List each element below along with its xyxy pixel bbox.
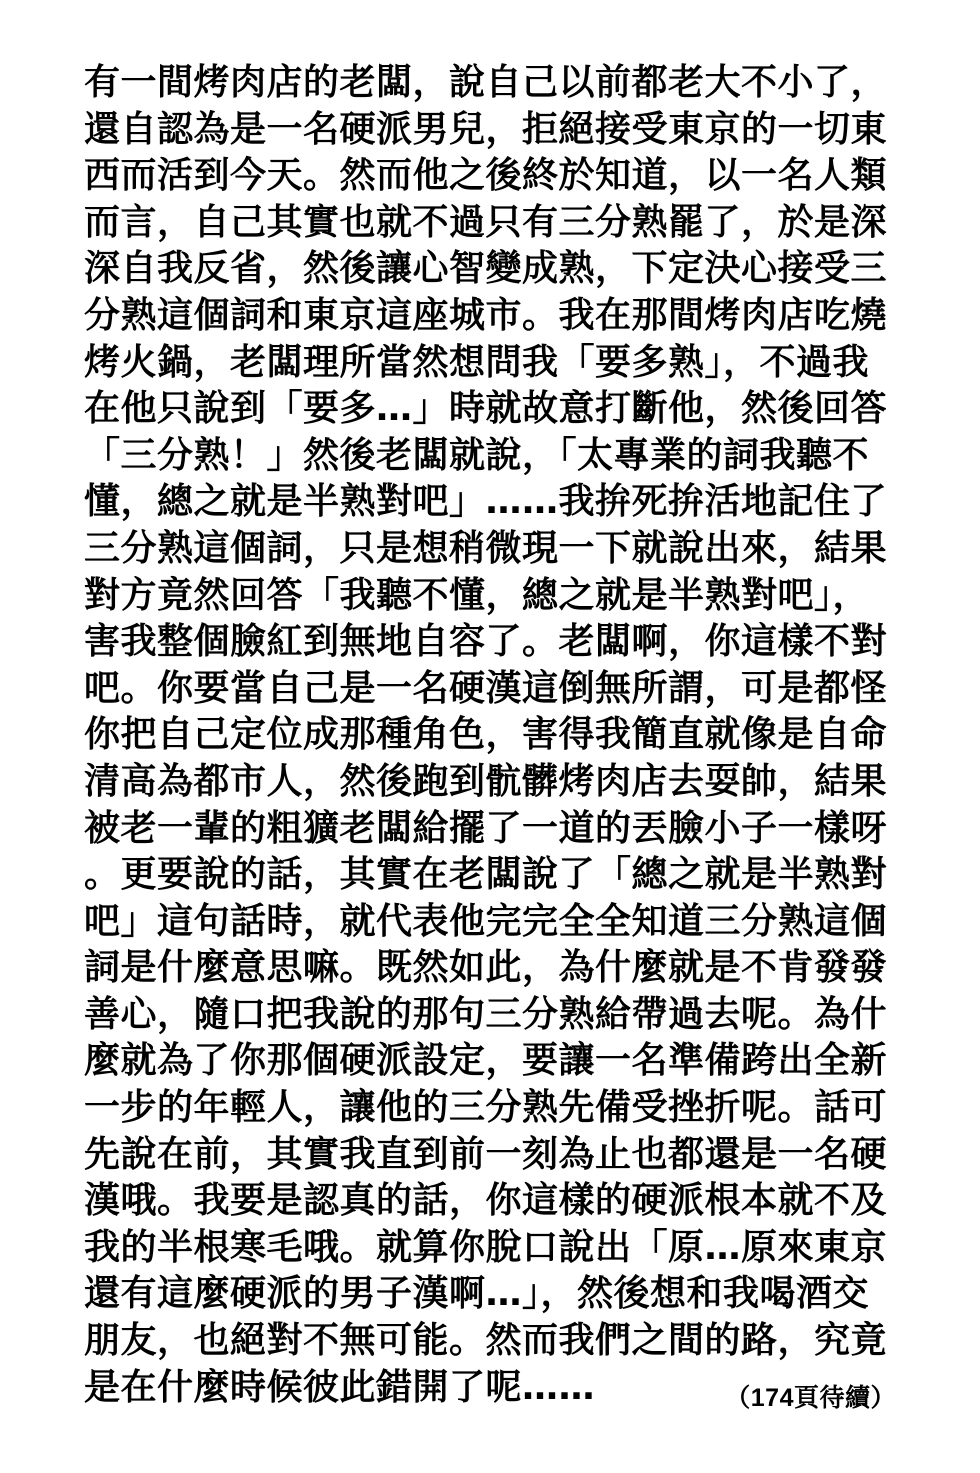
text-line: 麼就為了你那個硬派設定，要讓一名準備跨出全新: [84, 1040, 888, 1082]
text-line: 對方竟然回答「我聽不懂，總之就是半熟對吧」，: [84, 574, 870, 616]
text-line: 烤火鍋，老闆理所當然想問我「要多熟」，不過我: [84, 341, 870, 383]
text-line: 一步的年輕人，讓他的三分熟先備受挫折呢。話可: [84, 1087, 888, 1129]
text-line: 還自認為是一名硬派男兒，拒絕接受東京的一切東: [84, 108, 888, 150]
text-line: 詞是什麼意思嘛。既然如此，為什麼就是不肯發發: [84, 947, 888, 989]
text-line: 吧」這句話時，就代表他完完全全知道三分熟這個: [84, 900, 888, 942]
text-line: 分熟這個詞和東京這座城市。我在那間烤肉店吃燒: [84, 294, 888, 336]
text-line: 先說在前，其實我直到前一刻為止也都還是一名硬: [84, 1133, 888, 1175]
text-line: 深自我反省，然後讓心智變成熟，下定決心接受三: [84, 248, 888, 290]
text-line: 害我整個臉紅到無地自容了。老闆啊，你這樣不對: [84, 621, 888, 663]
text-line: 西而活到今天。然而他之後終於知道，以一名人類: [84, 155, 888, 197]
text-line: 懂，總之就是半熟對吧」……我拚死拚活地記住了: [84, 481, 888, 523]
text-line: 三分熟這個詞，只是想稍微現一下就說出來，結果: [84, 527, 888, 569]
text-line: 在他只說到「要多…」時就故意打斷他，然後回答: [84, 388, 888, 430]
text-line: 有一間烤肉店的老闆，說自己以前都老大不小了，: [84, 62, 888, 103]
text-line: 而言，自己其實也就不過只有三分熟罷了，於是深: [84, 201, 888, 243]
text-line: 我的半根寒毛哦。就算你脫口說出「原…原來東京: [84, 1226, 888, 1268]
text-line: 你把自己定位成那種角色，害得我簡直就像是自命: [84, 714, 888, 756]
text-line: 漢哦。我要是認真的話，你這樣的硬派根本就不及: [84, 1180, 888, 1222]
continued-note: （174頁待續）: [725, 1384, 896, 1412]
text-line: 是在什麼時候彼此錯開了呢……: [84, 1366, 596, 1408]
text-line: 。更要說的話，其實在老闆說了「總之就是半熟對: [84, 854, 888, 896]
text-line: 朋友，也絕對不無可能。然而我們之間的路，究竟: [84, 1320, 888, 1362]
text-line: 善心，隨口把我說的那句三分熟給帶過去呢。為什: [84, 993, 888, 1035]
text-line: 還有這麼硬派的男子漢啊…」，然後想和我喝酒交: [84, 1273, 870, 1315]
text-line: 被老一輩的粗獷老闆給擺了一道的丟臉小子一樣呀: [84, 807, 888, 849]
text-line: 吧。你要當自己是一名硬漢這倒無所謂，可是都怪: [84, 667, 888, 709]
body-text: [84, 60, 904, 1411]
text-line: 清高為都市人，然後跑到骯髒烤肉店去耍帥，結果: [84, 760, 888, 802]
text-line: 「三分熟！」然後老闆就說，「太專業的詞我聽不: [84, 434, 870, 476]
